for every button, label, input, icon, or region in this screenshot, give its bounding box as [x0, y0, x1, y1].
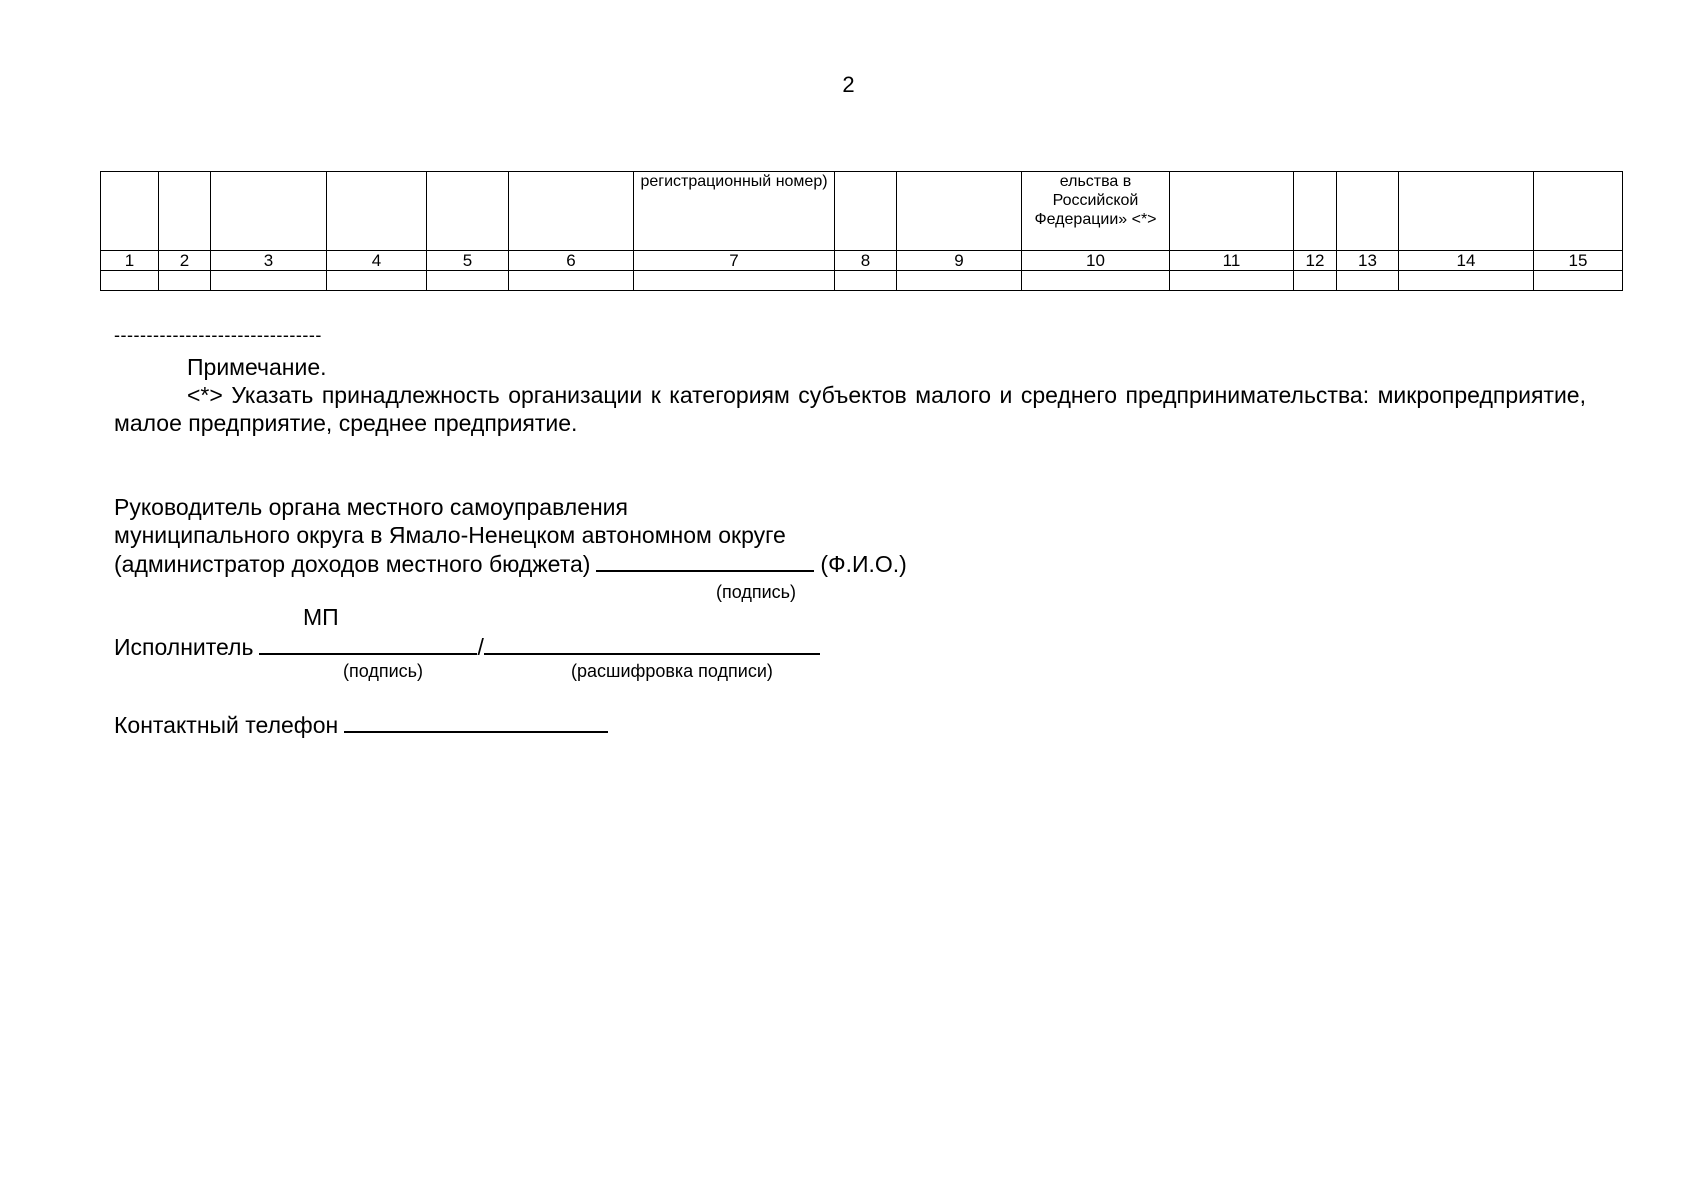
table-row: [101, 271, 1623, 291]
note-text: <*> Указать принадлежность организации к категориям субъектов малого и среднего предпринимательства: микропредприятие, малое предприятие, среднее предприятие.: [114, 382, 1586, 436]
header-cell-registration-number: регистрационный номер): [634, 172, 835, 251]
column-number: 4: [327, 251, 427, 271]
header-cell-federation: ельства в Российской Федерации» <*>: [1022, 172, 1170, 251]
table-cell: [101, 271, 159, 291]
column-number: 15: [1534, 251, 1623, 271]
stamp-label: МП: [303, 604, 339, 630]
header-cell: [1170, 172, 1294, 251]
data-table: [100, 171, 1623, 291]
table-cell: [211, 271, 327, 291]
column-number-row: [101, 251, 1623, 271]
phone-label: Контактный телефон: [114, 712, 339, 738]
column-number: 7: [634, 251, 835, 271]
column-number: 11: [1170, 251, 1294, 271]
column-number: 13: [1337, 251, 1399, 271]
column-number: 8: [835, 251, 897, 271]
header-cell: [427, 172, 509, 251]
head-title-line-3: (администратор доходов местного бюджета): [114, 551, 591, 577]
header-cell: [159, 172, 211, 251]
table-cell: [159, 271, 211, 291]
header-cell: [211, 172, 327, 251]
header-cell: [897, 172, 1022, 251]
header-cell: [509, 172, 634, 251]
page-number: 2: [842, 72, 855, 97]
footnote-separator: --------------------------------: [114, 325, 322, 345]
head-signature-caption: (подпись): [716, 582, 797, 602]
header-cell: [1399, 172, 1534, 251]
executor-separator: /: [477, 634, 484, 660]
executor-signature-field: [259, 633, 477, 655]
table-cell: [1294, 271, 1337, 291]
note-title: Примечание.: [187, 354, 327, 380]
header-cell: [101, 172, 159, 251]
column-number: 9: [897, 251, 1022, 271]
header-cell: [835, 172, 897, 251]
column-number: 5: [427, 251, 509, 271]
executor-decode-caption: (расшифровка подписи): [571, 661, 773, 681]
column-number: 14: [1399, 251, 1534, 271]
column-number: 10: [1022, 251, 1170, 271]
executor-name-field: [484, 633, 820, 655]
head-signature-field: [596, 550, 814, 572]
table-cell: [1337, 271, 1399, 291]
column-number: 3: [211, 251, 327, 271]
executor-signature-caption: (подпись): [343, 661, 424, 681]
column-number: 6: [509, 251, 634, 271]
table-cell: [634, 271, 835, 291]
table-cell: [509, 271, 634, 291]
full-name-label: (Ф.И.О.): [820, 551, 907, 577]
table-cell: [1170, 271, 1294, 291]
column-number: 12: [1294, 251, 1337, 271]
executor-label: Исполнитель: [114, 634, 254, 660]
phone-line: [114, 711, 608, 739]
table-cell: [897, 271, 1022, 291]
header-cell: [1337, 172, 1399, 251]
header-cell: [1294, 172, 1337, 251]
table-header-row: [101, 172, 1623, 251]
head-signature-line: [114, 550, 907, 578]
table-cell: [835, 271, 897, 291]
head-title-line-1: Руководитель органа местного самоуправления: [114, 494, 628, 520]
head-title-line-2: муниципального округа в Ямало-Ненецком автономном округе: [114, 522, 786, 548]
table-cell: [1022, 271, 1170, 291]
column-number: 1: [101, 251, 159, 271]
table-cell: [1534, 271, 1623, 291]
column-number: 2: [159, 251, 211, 271]
executor-line: [114, 633, 820, 661]
header-cell: [327, 172, 427, 251]
header-cell: [1534, 172, 1623, 251]
table-cell: [327, 271, 427, 291]
phone-field: [344, 711, 608, 733]
table-cell: [1399, 271, 1534, 291]
table-cell: [427, 271, 509, 291]
